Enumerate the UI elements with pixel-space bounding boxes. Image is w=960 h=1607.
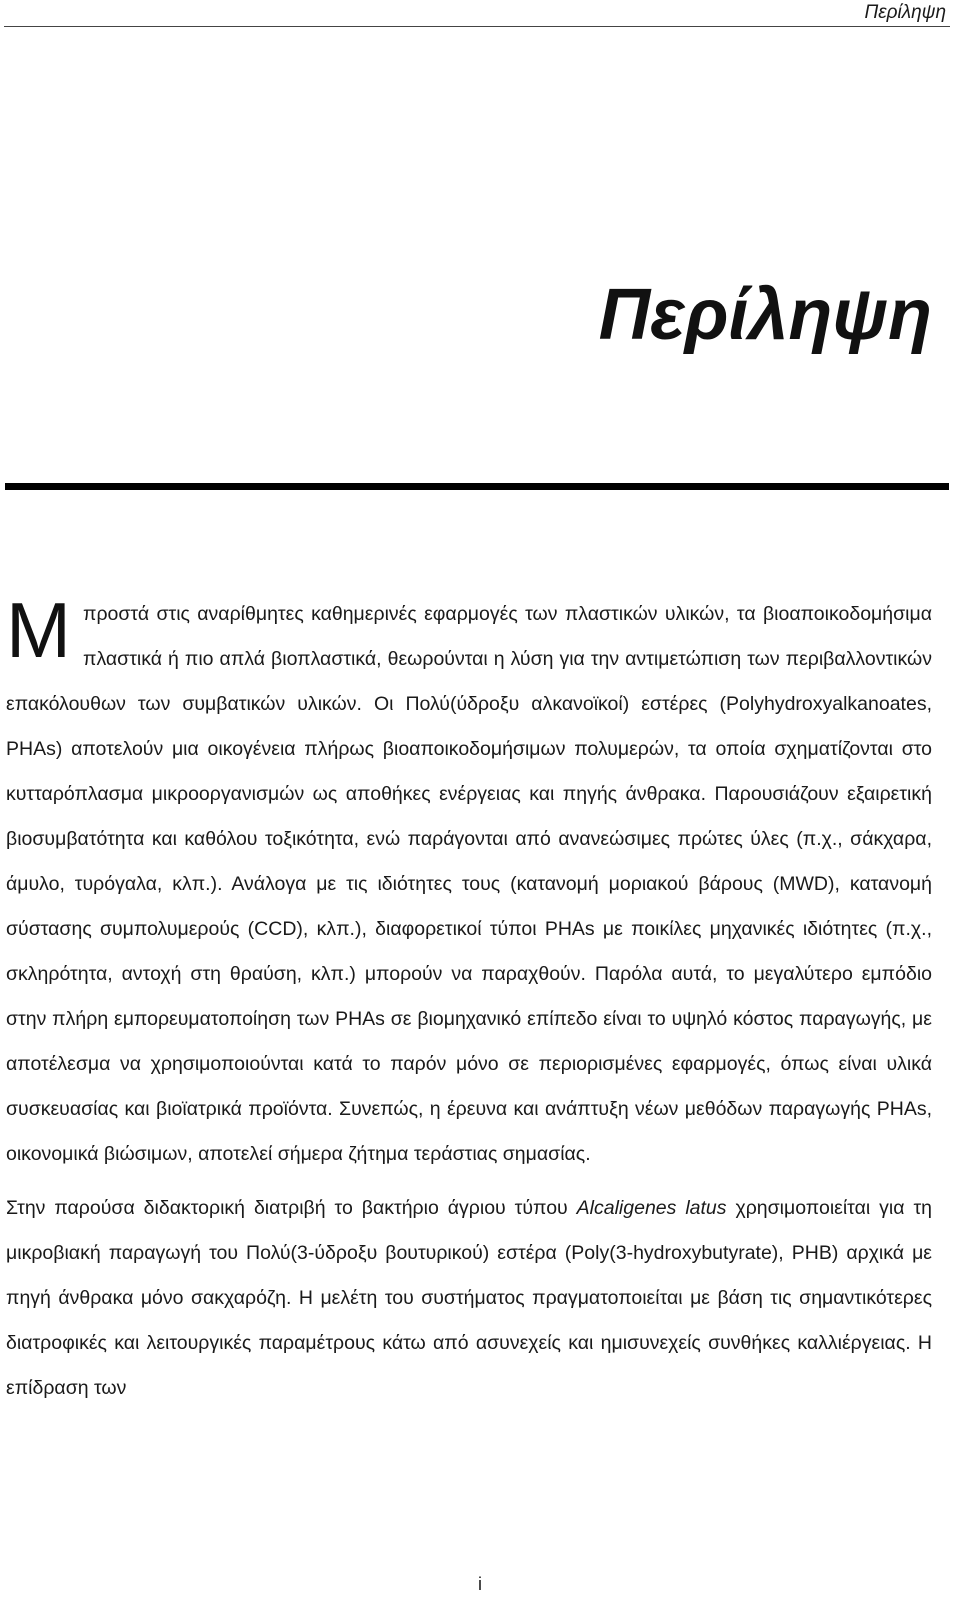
body-text <box>6 586 932 1411</box>
paragraph-2 <box>6 1186 932 1411</box>
paragraph-2-text-end: χρησιμοποιείται για τη μικροβιακή παραγωγή του Πολύ(3-ύδροξυ βουτυρικού) εστέρα (Poly(3-hydroxybutyrate), PHB) αρχικά με πηγή άνθρακα μόνο σακχαρόζη. Η μελέτη του συστήματος πραγματοποιείται με βάση τις σημαντικότερες διατροφικές και λειτουργικές παραμέτρους κάτω από ασυνεχείς και ημισυνεχείς συνθήκες καλλιέργειας. Η επίδραση των <box>6 1197 932 1399</box>
chapter-title: Περίληψη <box>598 275 932 355</box>
paragraph-1 <box>6 586 932 1177</box>
paragraph-1-text: προστά στις αναρίθμητες καθημερινές εφαρμογές των πλαστικών υλικών, τα βιοαποικοδομήσιμα πλαστικά ή πιο απλά βιοπλαστικά, θεωρούνται η λύση για την αντιμετώπιση των περιβαλλοντικών επακόλουθων των συμβατικών υλικών. Οι Πολύ(ύδροξυ αλκανοϊκοί) εστέρες (Polyhydroxyalkanoates, PHAs) αποτελούν μια οικογένεια πλήρως βιοαποικοδομήσιμων πολυμερών, τα οποία σχηματίζονται στο κυτταρόπλασμα μικροοργανισμών ως αποθήκες ενέργειας και πηγής άνθρακα. Παρουσιάζουν εξαιρετική βιοσυμβατότητα και καθόλου τοξικότητα, ενώ παράγονται από ανανεώσιμες πρώτες ύλες (π.χ., σάκχαρα, άμυλο, τυρόγαλα, κλπ.). Ανάλογα με τις ιδιότητες τους (κατανομή μοριακού βάρους (MWD), κατανομή σύστασης συμπολυμερούς (CCD), κλπ.), διαφορετικοί τύποι PHAs με ποικίλες μηχανικές ιδιότητες (π.χ., σκληρότητα, αντοχή στη θραύση, κλπ.) μπορούν να παραχθούν. Παρόλα αυτά, το μεγαλύτερο εμπόδιο στην πλήρη εμπορευματοποίηση των PHAs σε βιομηχανικό επίπεδο είναι το υψηλό κόστος παραγωγής, με αποτέλεσμα να χρησιμοποιούνται κατά το παρόν μόνο σε περιορισμένες εφαρμογές, όπως είναι υλικά συσκευασίας και βιοϊατρικά προϊόντα. Συνεπώς, η έρευνα και ανάπτυξη νέων μεθόδων παραγωγής PHAs, οικονομικά βιώσιμων, αποτελεί σήμερα ζήτημα τεράστιας σημασίας. <box>6 603 932 1165</box>
drop-cap: Μ <box>6 586 71 674</box>
species-name: Alcaligenes latus <box>576 1197 727 1219</box>
running-header-title: Περίληψη <box>864 2 946 23</box>
page-number: i <box>478 1574 482 1594</box>
paragraph-2-text-start: Στην παρούσα διδακτορική διατριβή το βακτήριο άγριου τύπου <box>6 1197 577 1219</box>
running-header <box>4 0 950 27</box>
title-divider <box>5 483 949 490</box>
